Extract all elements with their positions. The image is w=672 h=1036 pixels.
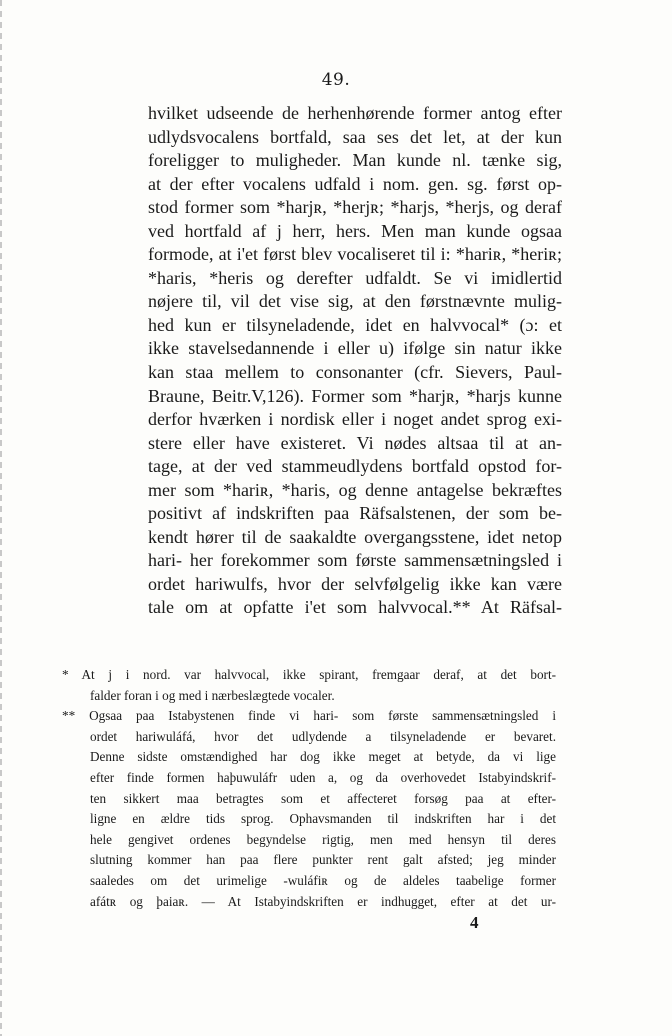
body-line: kendt hører til de saakaldte overgangsstene, idet netop [148,526,562,547]
footnote-line: ligne en ældre tids sprog. Ophavsmanden til indskriften har i det [90,811,556,827]
body-line: Braune, Beitr.V,126). Former som *harjʀ, *harjs kunne [148,385,562,406]
main-text [148,102,562,620]
footnote-line: saaledes om det urimelige -wuláfiʀ og de aldeles taabelige former [90,872,556,888]
footnotes [62,665,556,912]
body-line: ved hortfald af j herr, hers. Men man kunde ogsaa [148,220,562,241]
body-line: udlydsvocalens bortfald, saa ses det let, at der kun [148,126,562,147]
body-line: formode, at i'et først blev vocaliseret til i: *hariʀ, *heriʀ; [148,244,562,265]
footnote-line: * At j i nord. var halvvocal, ikke spirant, fremgaar deraf, at det bort- [62,667,556,682]
signature-mark: 4 [470,913,479,932]
footnote-line: efter finde formen haþuwuláfr uden a, og da overhovedet Istabyindskrif- [90,769,556,785]
footnote-line: slutning kommer han paa flere punkter rent galt afsted; jeg minder [90,852,556,868]
body-line: ordet hariwulfs, hvor der selvfølgelig ikke kan være [148,573,562,594]
body-line: mer som *hariʀ, *haris, og denne antagelse bekræftes [148,479,562,500]
body-line: ikke stavelsedannende i eller u) ifølge sin natur ikke [148,338,562,359]
footnote-line: hele gengivet ordenes begyndelse rigtig, men med hensyn til deres [90,831,556,847]
body-line: stere eller have existeret. Vi nødes altsaa til at an- [148,432,562,453]
body-line: derfor hværken i nordisk eller i noget andet sprog exi- [148,409,562,430]
body-line: kan staa mellem to consonanter (cfr. Sievers, Paul- [148,362,562,383]
body-line: hed kun er tilsyneladende, idet en halvvocal* (ɔ: et [148,314,562,335]
body-line: tage, at der ved stammeudlydens bortfald opstod for- [148,456,562,477]
body-line: nøjere til, vil det vise sig, at den førstnævnte mulig- [148,291,562,312]
body-line: tale om at opfatte i'et som halvvocal.** At Räfsal- [148,597,562,618]
footnote-line: Denne sidste omstændighed har dog ikke meget at betyde, da vi lige [90,749,556,765]
body-line: positivt af indskriften paa Räfsalstenen, der som be- [148,503,562,524]
footnote-line: ** Ogsaa paa Istabystenen finde vi hari- som første sammensætningsled i [62,708,556,724]
body-line: foreligger to muligheder. Man kunde nl. tænke sig, [148,150,562,171]
footnote-line: afátʀ og þaiaʀ. — At Istabyindskriften er indhugget, efter at det ur- [90,893,556,909]
page-left-edge [0,0,2,1036]
footnote-line: ordet hariwuláfá, hvor det udlydende a tilsyneladende er bevaret. [90,728,556,744]
footnote-line: ten sikkert maa betragtes som et affecteret forsøg paa at efter- [90,790,556,806]
footnote-1 [62,665,556,706]
footnote-2 [62,706,556,912]
body-line: hvilket udseende de herhenhørende former antog efter [148,103,562,123]
body-line: stod former som *harjʀ, *herjʀ; *harjs, *herjs, og deraf [148,197,562,218]
body-line: at der efter vocalens udfald i nom. gen. sg. først op- [148,173,562,194]
body-line: hari- her forekommer som første sammensætningsled i [148,550,562,571]
body-line: *haris, *heris og derefter udfaldt. Se vi imidlertid [148,267,562,288]
footnote-line: falder foran i og med i nærbeslægtede vocaler. [90,687,335,703]
page-number: 49. [321,70,351,90]
